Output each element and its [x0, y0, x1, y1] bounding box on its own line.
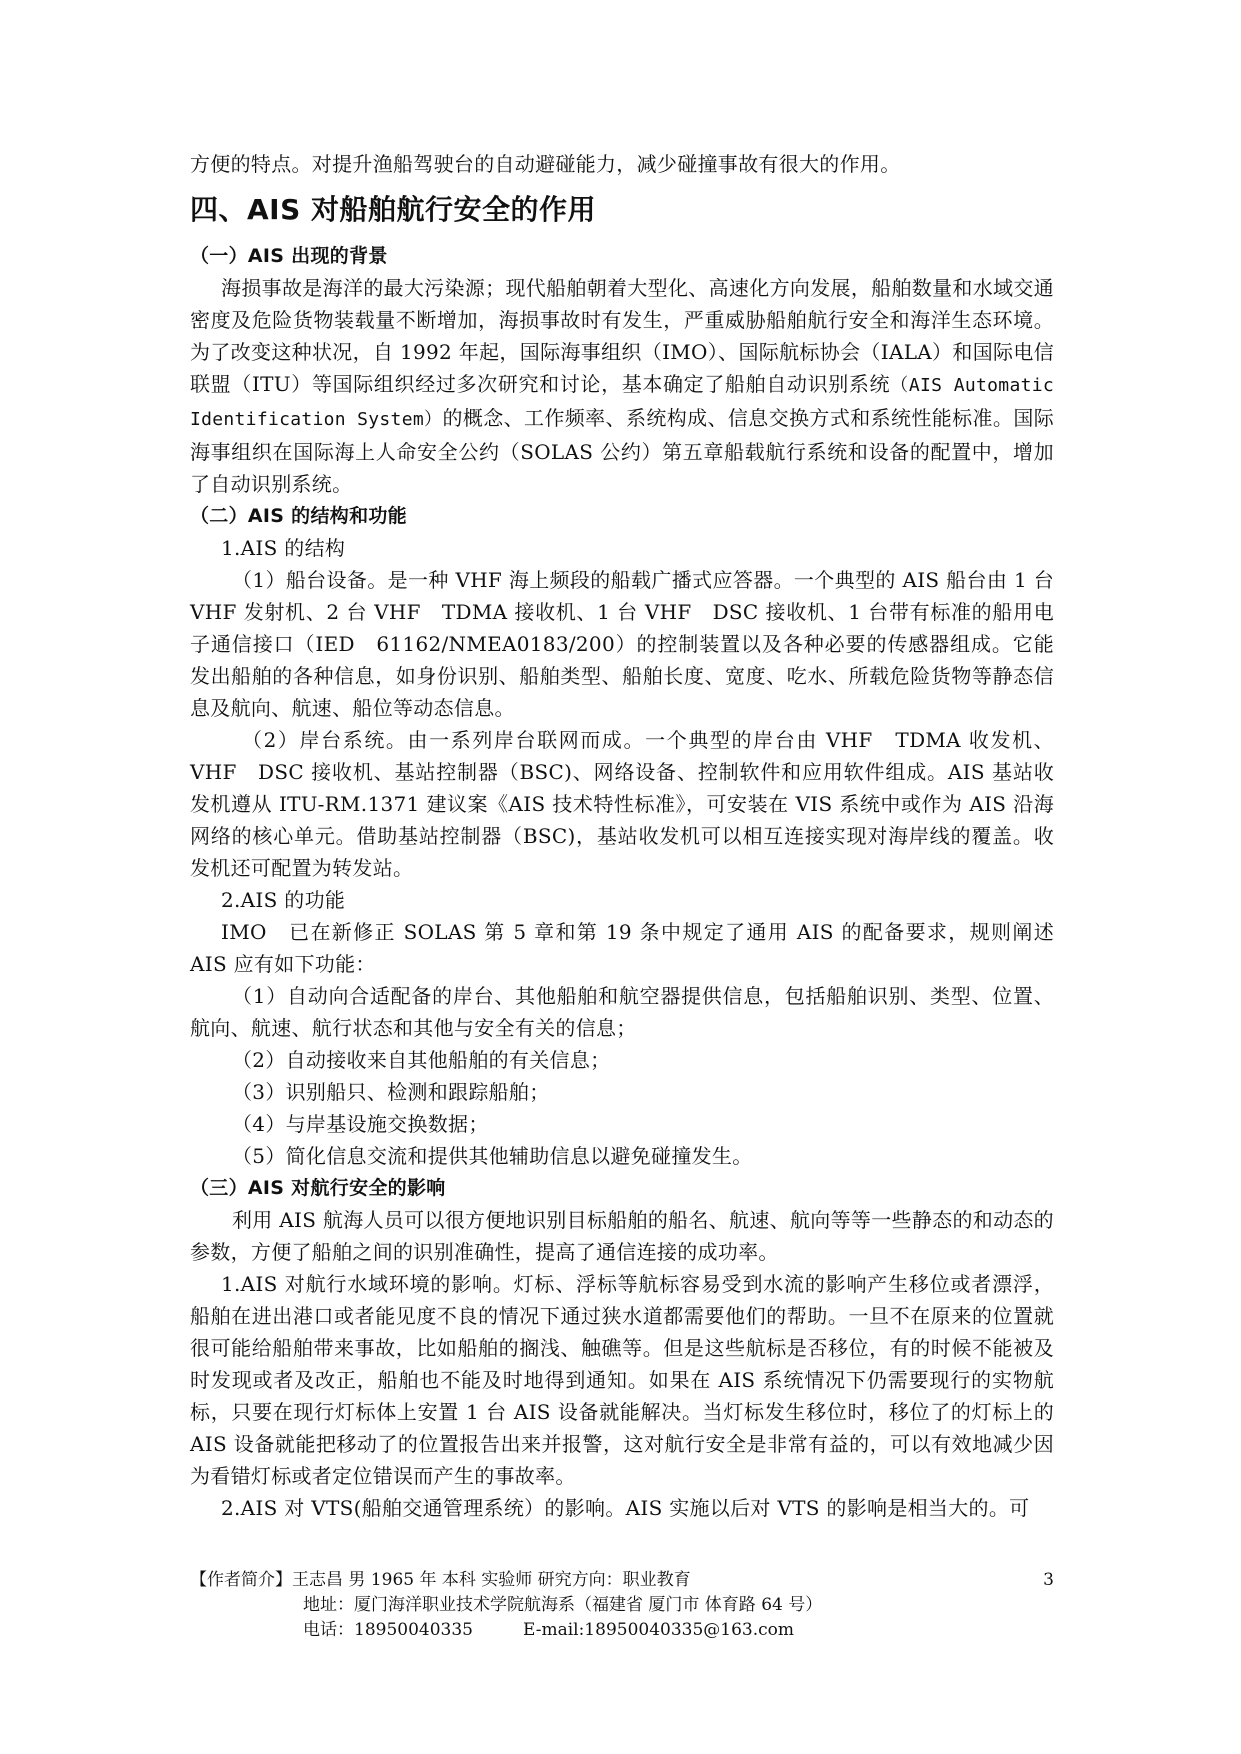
- author-address: 地址：厦门海洋职业技术学院航海系（福建省 厦门市 体育路 64 号）: [303, 1595, 823, 1615]
- function-intro: IMO 已在新修正 SOLAS 第 5 章和第 19 条中规定了通用 AIS 的配备要求，规则阐述 AIS 应有如下功能：: [190, 920, 1054, 976]
- impact-paragraph-1: 利用 AIS 航海人员可以很方便地识别目标船舶的船名、航速、航向等等一些静态的和动态的参数，方便了船舶之间的识别准确性，提高了通信连接的成功率。: [190, 1208, 1054, 1264]
- ais-full-name: （AIS Automatic Identification System）: [190, 375, 1054, 430]
- function-item: （5）简化信息交流和提供其他辅助信息以避免碰撞发生。: [232, 1144, 753, 1168]
- function-item: （3）识别船只、检测和跟踪船舶；: [232, 1080, 550, 1104]
- author-footer: [190, 1568, 1054, 1643]
- function-item: （2）自动接收来自其他船舶的有关信息；: [232, 1048, 611, 1072]
- author-row: [190, 1568, 1054, 1593]
- impact-paragraph-2: 1.AIS 对航行水域环境的影响。灯标、浮标等航标容易受到水流的影响产生移位或者漂浮，船舶在进出港口或者能见度不良的情况下通过狭水道都需要他们的帮助。一旦不在原来的位置就很可能给船舶带来事故，比如船舶的搁浅、触礁等。但是这些航标是否移位，有的时候不能被及时发现或者及改正，船舶也不能及时地得到通知。如果在 AIS 系统情况下仍需要现行的实物航标，只要在现行灯标体上安置 1 台 AIS 设备就能解决。当灯标发生移位时，移位了的灯标上的 AIS 设备就能把移动了的位置报告出来并报警，这对航行安全是非常有益的，可以有效地减少因为看错灯标或者定位错误而产生的事故率。: [190, 1272, 1054, 1488]
- structure-title: 1.AIS 的结构: [221, 536, 346, 560]
- function-title: 2.AIS 的功能: [221, 888, 346, 912]
- author-label: 【作者简介】: [190, 1570, 292, 1590]
- ship-equipment-paragraph: （1）船台设备。是一种 VHF 海上频段的船载广播式应答器。一个典型的 AIS 船台由 1 台 VHF 发射机、2 台 VHF TDMA 接收机、1 台 VHF DSC 接收机、1 台带有标准的船用电子通信接口（IED 61162/NMEA0183/200）的控制装置以及各种必要的传感器组成。它能发出船舶的各种信息，如身份识别、船舶类型、船舶长度、宽度、吃水、所载危险货物等静态信息及航向、航速、船位等动态信息。: [190, 568, 1054, 720]
- author-email: E-mail:18950040335@163.com: [522, 1620, 795, 1640]
- intro-line: 方便的特点。对提升渔船驾驶台的自动避碰能力，减少碰撞事故有很大的作用。: [190, 152, 901, 176]
- subsection-1-title: （一）AIS 出现的背景: [190, 245, 388, 267]
- contact-row: [190, 1618, 1054, 1643]
- background-paragraph: [190, 272, 1054, 500]
- shore-system-paragraph: （2）岸台系统。由一系列岸台联网而成。一个典型的岸台由 VHF TDMA 收发机、VHF DSC 接收机、基站控制器（BSC)、网络设备、控制软件和应用软件组成。AIS 基站收发机遵从 ITU-RM.1371 建议案《AIS 技术特性标准》，可安装在 VIS 系统中或作为 AIS 沿海网络的核心单元。借助基站控制器（BSC)，基站收发机可以相互连接实现对海岸线的覆盖。收发机还可配置为转发站。: [190, 728, 1054, 880]
- document-body: [190, 148, 1054, 1524]
- page-number: 3: [1043, 1570, 1054, 1590]
- function-item: （1）自动向合适配备的岸台、其他船舶和航空器提供信息，包括船舶识别、类型、位置、航向、航速、航行状态和其他与安全有关的信息；: [190, 984, 1054, 1040]
- author-info: 王志昌 男 1965 年 本科 实验师 研究方向：职业教育: [292, 1570, 691, 1590]
- function-item: （4）与岸基设施交换数据；: [232, 1112, 489, 1136]
- author-phone: 电话：18950040335: [303, 1620, 473, 1640]
- subsection-3-title: （三）AIS 对航行安全的影响: [190, 1177, 446, 1199]
- background-text: 海损事故是海洋的最大污染源；现代船舶朝着大型化、高速化方向发展，船舶数量和水域交通密度及危险货物装载量不断增加，海损事故时有发生，严重威胁船舶航行安全和海洋生态环境。为了改变这种状况，自 1992 年起，国际海事组织（IMO）、国际航标协会（IALA）和国际电信联盟（ITU）等国际组织经过多次研究和讨论，基本确定了船舶自动识别系统: [190, 276, 1054, 396]
- subsection-2-title: （二）AIS 的结构和功能: [190, 505, 407, 527]
- impact-paragraph-3: 2.AIS 对 VTS(船舶交通管理系统）的影响。AIS 实施以后对 VTS 的影响是相当大的。可: [221, 1496, 1030, 1520]
- section-title: 四、AIS 对船舶航行安全的作用: [190, 193, 597, 226]
- address-row: [190, 1593, 1054, 1618]
- background-text-continued: 的概念、工作频率、系统构成、信息交换方式和系统性能标准。国际海事组织在国际海上人命安全公约（SOLAS 公约）第五章船载航行系统和设备的配置中，增加了自动识别系统。: [190, 406, 1055, 496]
